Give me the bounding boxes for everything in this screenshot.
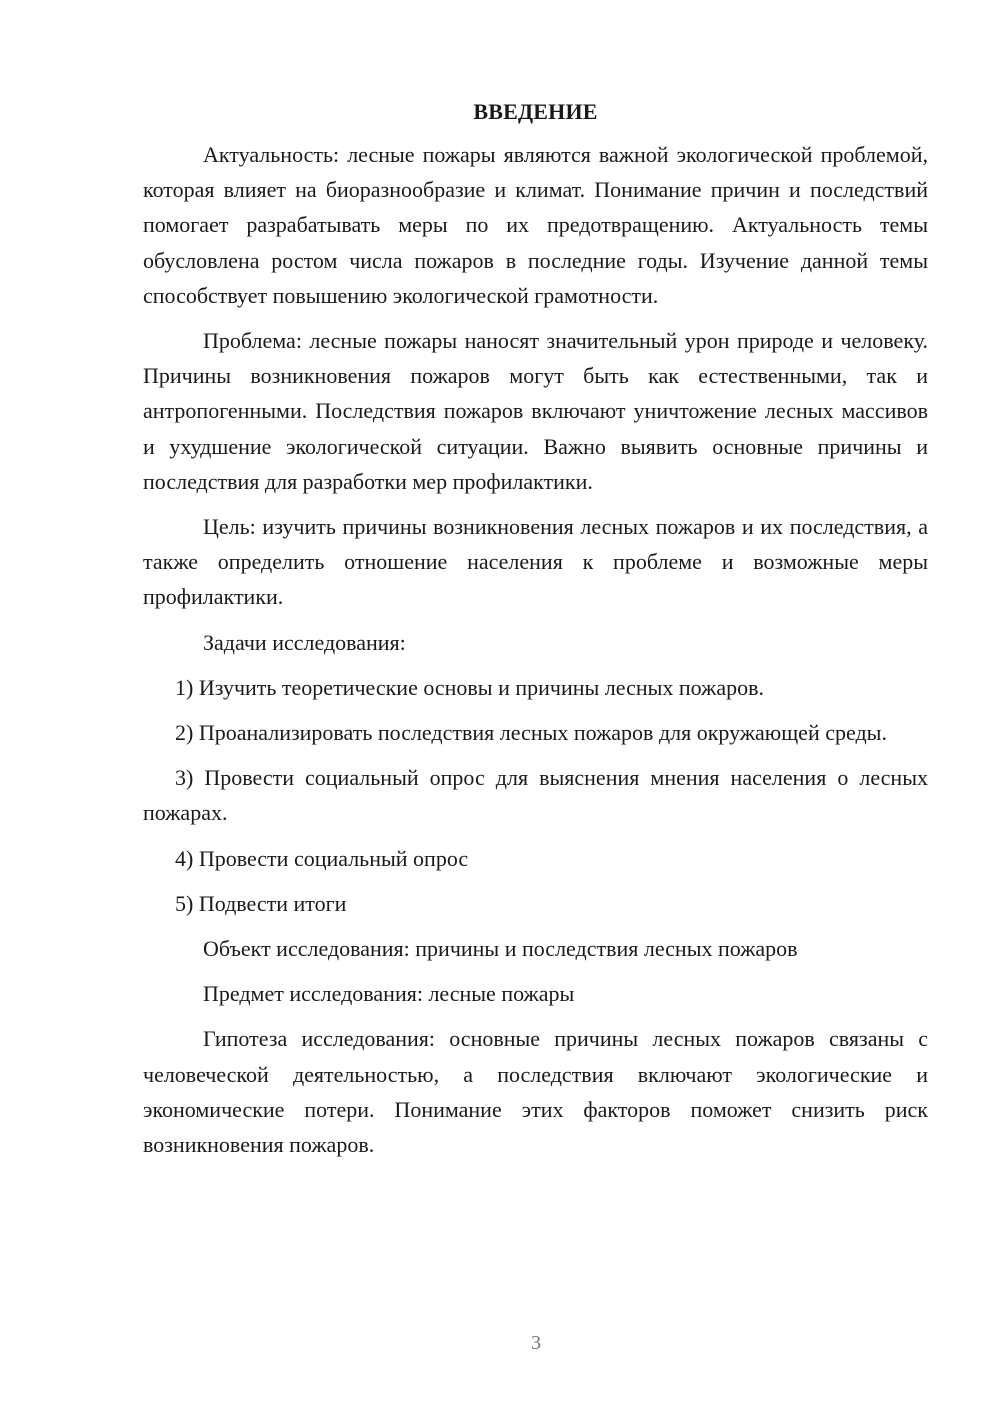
relevance-paragraph: Актуальность: лесные пожары являются важной экологической проблемой, которая влияет на биоразнообразие и климат. Понимание причин и последствий помогает разрабатывать меры по их предотвращению. Актуальность темы обусловлена ростом числа пожаров в последние годы. Изучение данной темы способствует повышению экологической грамотности. bbox=[143, 142, 928, 308]
research-hypothesis: Гипотеза исследования: основные причины лесных пожаров связаны с человеческой деятельностью, а последствия включают экологические и экономические потери. Понимание этих факторов поможет снизить риск возникновения пожаров. bbox=[143, 1026, 928, 1158]
problem-paragraph: Проблема: лесные пожары наносят значительный урон природе и человеку. Причины возникновения пожаров могут быть как естественными, так и антропогенными. Последствия пожаров включают уничтожение лесных массивов и ухудшение экологической ситуации. Важно выявить основные причины и последствия для разработки мер профилактики. bbox=[143, 328, 928, 494]
page-number: 3 bbox=[531, 1332, 541, 1354]
task-item-2: 2) Проанализировать последствия лесных пожаров для окружающей среды. bbox=[175, 720, 887, 746]
goal-paragraph: Цель: изучить причины возникновения лесных пожаров и их последствия, а также определить отношение населения к проблеме и возможные меры профилактики. bbox=[143, 514, 928, 610]
document-body bbox=[143, 94, 928, 1172]
section-title: ВВЕДЕНИЕ bbox=[473, 99, 598, 124]
tasks-heading: Задачи исследования: bbox=[203, 629, 406, 655]
research-object: Объект исследования: причины и последствия лесных пожаров bbox=[203, 936, 798, 962]
task-item-4: 4) Провести социальный опрос bbox=[175, 845, 469, 871]
task-item-3: 3) Провести социальный опрос для выяснения мнения населения о лесных пожарах. bbox=[143, 765, 928, 826]
research-subject: Предмет исследования: лесные пожары bbox=[203, 981, 575, 1007]
task-item-1: 1) Изучить теоретические основы и причины лесных пожаров. bbox=[175, 674, 764, 700]
task-item-5: 5) Подвести итоги bbox=[175, 890, 347, 916]
